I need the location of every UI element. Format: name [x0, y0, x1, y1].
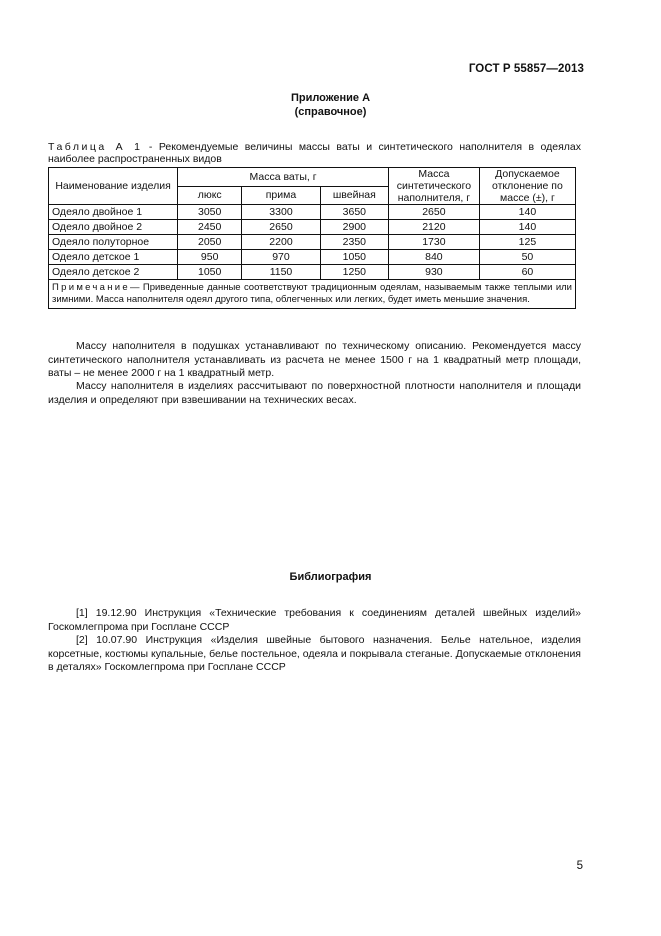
table-header-row [49, 168, 576, 187]
standard-number: ГОСТ Р 55857—2013 [468, 63, 584, 75]
cell-name: Одеяло двойное 2 [49, 220, 178, 235]
cell-sewing: 2900 [320, 220, 388, 235]
header-lux: люкс [178, 186, 242, 205]
cell-name: Одеяло полуторное [49, 235, 178, 250]
header-tolerance: Допускаемое отклонение по массе (±), г [479, 168, 575, 205]
cell-lux: 950 [178, 250, 242, 265]
table-caption [48, 141, 581, 165]
cell-sewing: 2350 [320, 235, 388, 250]
table-row [49, 205, 576, 220]
page-number: 5 [576, 860, 583, 872]
cell-sewing: 3650 [320, 205, 388, 220]
table-row [49, 220, 576, 235]
cell-name: Одеяло детское 2 [49, 265, 178, 280]
table-caption-label: Таблица А 1 [48, 141, 143, 153]
note-text: — Приведенные данные соответствуют традиционным одеялам, называемым также теплыми или зимними. Масса наполнителя одеял другого типа, облегченных или легких, будет иметь меньшие значения. [52, 282, 572, 305]
note-label: Примечание [52, 282, 130, 293]
cell-tolerance: 125 [479, 235, 575, 250]
cell-sewing: 1250 [320, 265, 388, 280]
header-sewing: швейная [320, 186, 388, 205]
cell-prima: 1150 [242, 265, 321, 280]
bibliography-item-text: [1] 19.12.90 Инструкция «Технические требования к соединениям деталей швейных изделий» Госкомлегпрома при Госплане СССР [48, 607, 581, 633]
appendix-heading [0, 91, 661, 119]
table-note-row [49, 280, 576, 309]
cell-tolerance: 60 [479, 265, 575, 280]
appendix-subtitle: (справочное) [294, 106, 367, 118]
cell-tolerance: 140 [479, 220, 575, 235]
appendix-title: Приложение А [290, 92, 371, 104]
cell-synthetic: 2120 [388, 220, 479, 235]
mass-table [48, 167, 576, 309]
cell-tolerance: 140 [479, 205, 575, 220]
cell-synthetic: 1730 [388, 235, 479, 250]
cell-synthetic: 2650 [388, 205, 479, 220]
bibliography-item-text: [2] 10.07.90 Инструкция «Изделия швейные бытового назначения. Белье нательное, изделия корсетные, костюмы купальные, белье постельное, одеяла и покрывала стеганые. Допускаемые отклонения в деталях» Госкомлегпрома при Госплане СССР [48, 634, 581, 673]
cell-prima: 2650 [242, 220, 321, 235]
paragraph-text: Массу наполнителя в подушках устанавливают по техническому описанию. Рекомендуется массу синтетического наполнителя устанавливать из расчета не менее 1500 г на 1 квадратный метр площади, ваты – не менее 2000 г на 1 квадратный метр. [48, 340, 581, 379]
cell-name: Одеяло детское 1 [49, 250, 178, 265]
table-row [49, 235, 576, 250]
header-prima: прима [242, 186, 321, 205]
header-synthetic: Масса синтетического наполнителя, г [388, 168, 479, 205]
cell-lux: 3050 [178, 205, 242, 220]
cell-lux: 1050 [178, 265, 242, 280]
header-name: Наименование изделия [49, 168, 178, 205]
table-row [49, 250, 576, 265]
cell-sewing: 1050 [320, 250, 388, 265]
paragraph-products [48, 380, 581, 407]
cell-prima: 2200 [242, 235, 321, 250]
cell-prima: 970 [242, 250, 321, 265]
bibliography-title: Библиография [289, 571, 372, 583]
bibliography-item [48, 634, 581, 675]
cell-lux: 2450 [178, 220, 242, 235]
cell-synthetic: 840 [388, 250, 479, 265]
cell-name: Одеяло двойное 1 [49, 205, 178, 220]
cell-synthetic: 930 [388, 265, 479, 280]
cell-lux: 2050 [178, 235, 242, 250]
cell-prima: 3300 [242, 205, 321, 220]
cell-tolerance: 50 [479, 250, 575, 265]
header-wadding-mass: Масса ваты, г [178, 168, 389, 187]
paragraph-text: Массу наполнителя в изделиях рассчитывают по поверхностной плотности наполнителя и площади изделия и определяют при взвешивании на технических весах. [48, 380, 581, 406]
table-note [49, 280, 576, 309]
table-caption-text: - Рекомендуемые величины массы ваты и синтетического наполнителя в одеялах наиболее распространенных видов [48, 141, 581, 165]
table-row [49, 265, 576, 280]
paragraph-pillows [48, 340, 581, 381]
bibliography-item [48, 607, 581, 634]
